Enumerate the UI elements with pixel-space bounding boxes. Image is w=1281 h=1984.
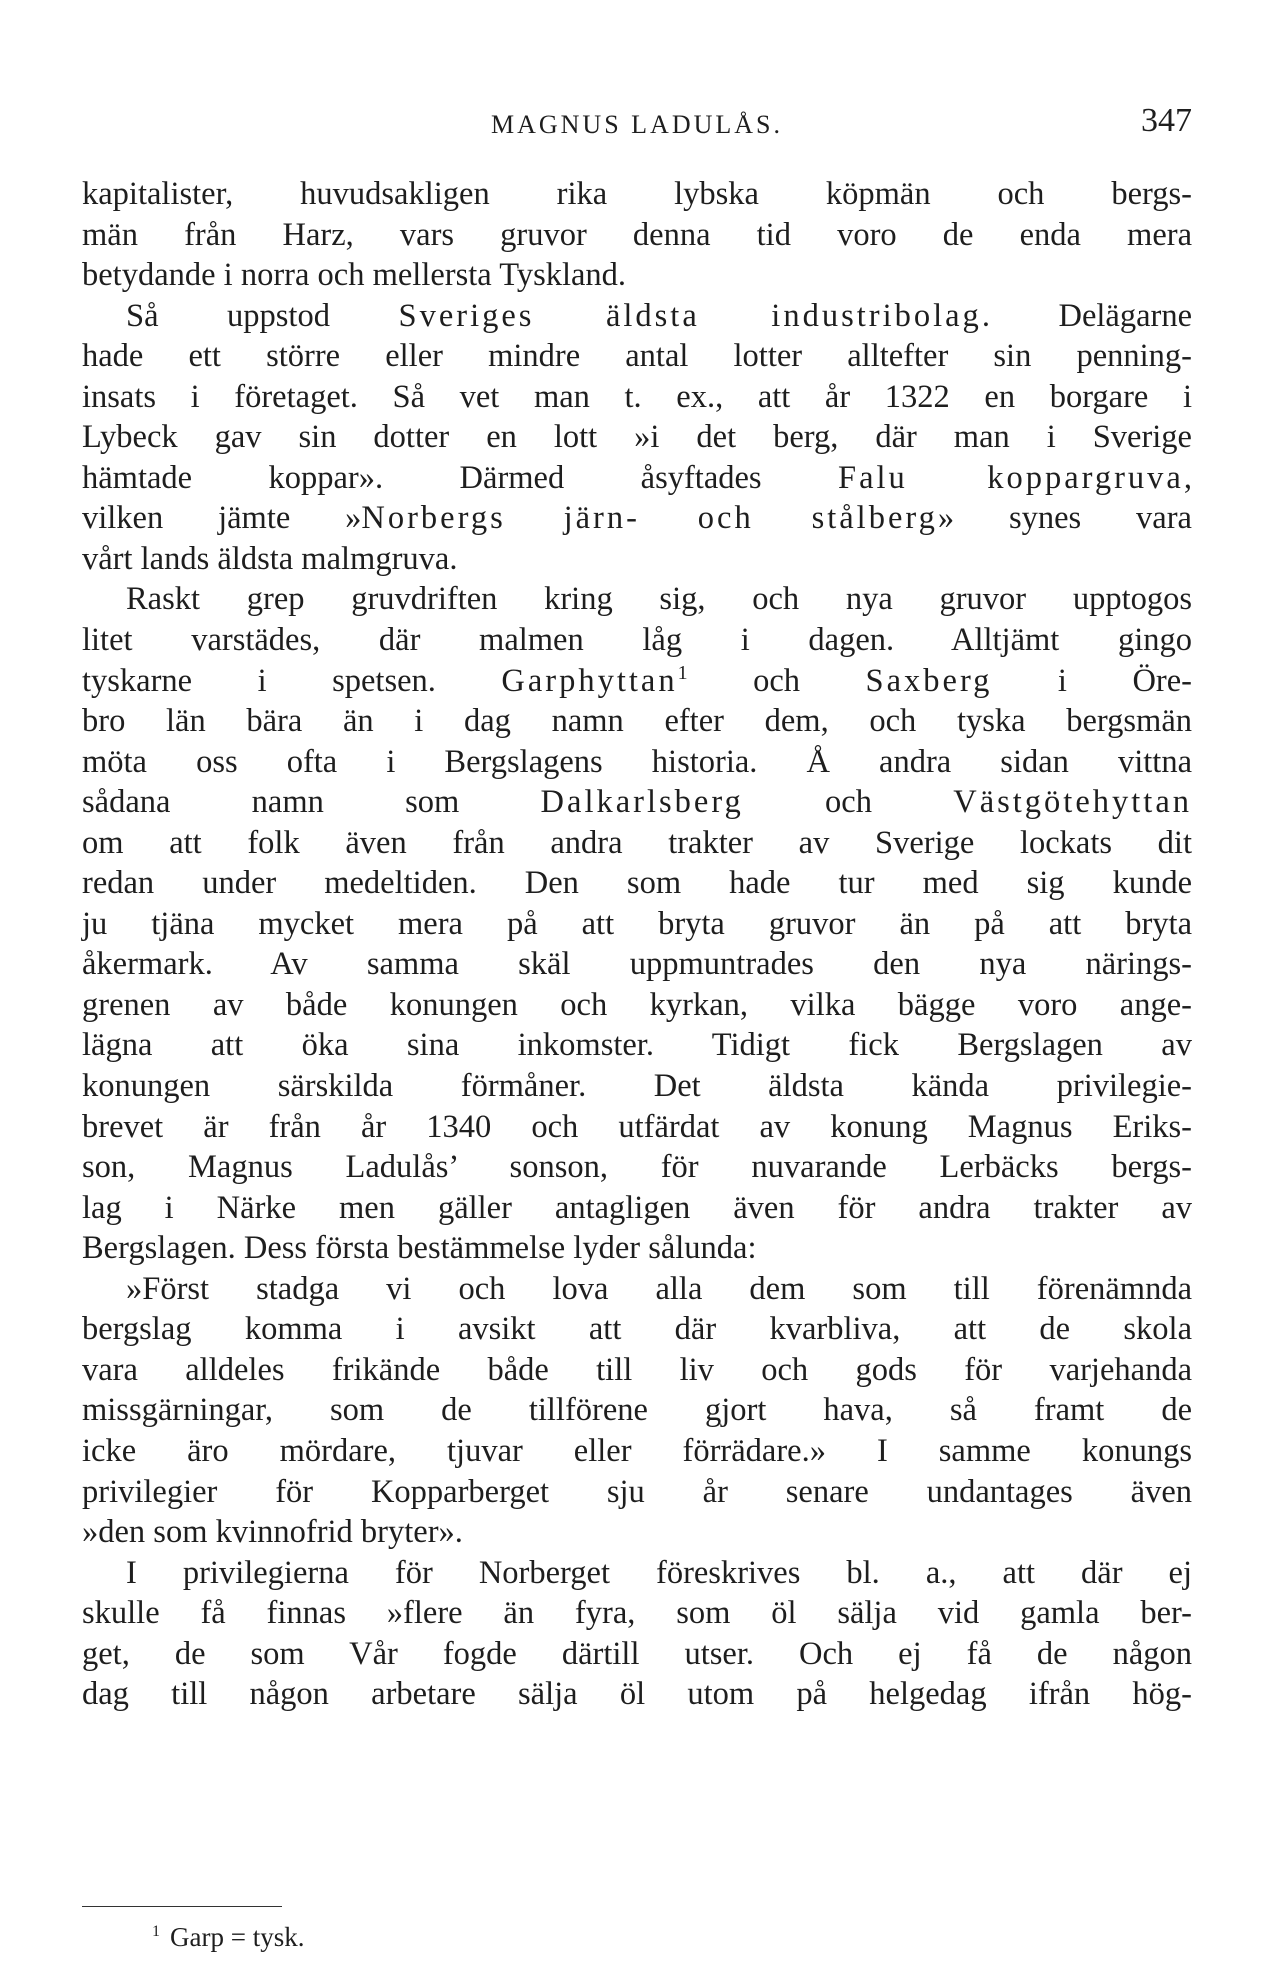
text-line [82, 1634, 1192, 1675]
text-run: hade ett större eller mindre antal lotter alltefter sin penning- [82, 338, 1192, 375]
emphasized-text: Garphyttan [501, 662, 678, 699]
text-line [82, 1309, 1192, 1350]
emphasized-text: Saxberg [865, 662, 993, 699]
text-line [82, 215, 1192, 256]
footnote-divider [82, 1906, 282, 1907]
text-run: . Delägarne [981, 297, 1192, 334]
text-run: Lybeck gav sin dotter en lott »i det berg, där man i Sverige [82, 419, 1192, 456]
text-line [82, 377, 1192, 418]
text-run: vilken jämte » [82, 500, 362, 537]
text-run: tyskarne i spetsen. [82, 662, 502, 699]
emphasized-text: Norbergs järn- och stålberg [361, 500, 938, 537]
text-run: konungen särskilda förmåner. Det äldsta kända privilegie- [82, 1068, 1192, 1105]
text-run: »den som kvinnofrid bryter». [82, 1514, 463, 1551]
text-line [82, 904, 1192, 945]
text-run: vårt lands äldsta malmgruva. [82, 540, 458, 577]
text-run: grenen av både konungen och kyrkan, vilka bägge voro ange- [82, 986, 1192, 1023]
text-line [82, 1674, 1192, 1715]
text-line [82, 1553, 1192, 1594]
text-run: litet varstädes, där malmen låg i dagen. Alltjämt gingo [82, 622, 1192, 659]
text-line [82, 417, 1192, 458]
text-run: bro län bära än i dag namn efter dem, och tyska bergsmän [82, 703, 1192, 740]
text-run: brevet är från år 1340 och utfärdat av konung Magnus Eriks- [82, 1108, 1192, 1145]
text-line [82, 782, 1192, 823]
text-line [82, 579, 1192, 620]
footnote-reference: 1 [677, 661, 688, 684]
text-line [82, 255, 1192, 296]
text-run: och [743, 784, 954, 821]
text-line [82, 823, 1192, 864]
emphasized-text: Västgötehyttan [953, 784, 1192, 821]
text-line [82, 863, 1192, 904]
text-run: Raskt grep gruvdriften kring sig, och nya gruvor upptogos [126, 581, 1192, 618]
text-run: om att folk även från andra trakter av Sverige lockats dit [82, 824, 1192, 861]
text-run: insats i företaget. Så vet man t. ex., att år 1322 en borgare i [82, 378, 1192, 415]
text-line [82, 701, 1192, 742]
text-line [82, 174, 1192, 215]
text-run: hämtade koppar». Därmed åsyftades [82, 459, 838, 496]
text-line [82, 539, 1192, 580]
text-line [82, 1350, 1192, 1391]
text-run: , [1183, 459, 1192, 496]
text-run: lägna att öka sina inkomster. Tidigt fick Bergslagen av [82, 1027, 1192, 1064]
text-line [82, 498, 1192, 539]
text-line [82, 1188, 1192, 1229]
text-run: lag i Närke men gäller antagligen även för andra trakter av [82, 1189, 1192, 1226]
text-run: Bergslagen. Dess första bestämmelse lyder sålunda: [82, 1230, 757, 1267]
text-line [82, 1147, 1192, 1188]
text-run: dag till någon arbetare sälja öl utom på helgedag ifrån hög- [82, 1676, 1192, 1713]
text-run: » synes vara [937, 500, 1192, 537]
page-header [82, 100, 1192, 150]
text-run: möta oss ofta i Bergslagens historia. Å andra sidan vittna [82, 743, 1192, 780]
text-run: vara alldeles frikände både till liv och gods för varjehanda [82, 1351, 1192, 1388]
text-run: i Öre- [992, 662, 1192, 699]
footnote-mark: 1 [152, 1923, 160, 1940]
text-line [82, 1512, 1192, 1553]
text-run: redan under medeltiden. Den som hade tur med sig kunde [82, 865, 1192, 902]
text-run: bergslag komma i avsikt att där kvarbliva, att de skola [82, 1311, 1192, 1348]
emphasized-text: Falu koppargruva [838, 459, 1184, 496]
text-line [82, 1269, 1192, 1310]
text-run: ju tjäna mycket mera på att bryta gruvor än på att bryta [82, 905, 1192, 942]
text-run: get, de som Vår fogde därtill utser. Och ej få de någon [82, 1635, 1192, 1672]
text-line [82, 985, 1192, 1026]
text-line [82, 1390, 1192, 1431]
page-number: 347 [1141, 102, 1192, 139]
text-line [82, 458, 1192, 499]
text-line [82, 742, 1192, 783]
text-run: skulle få finnas »flere än fyra, som öl sälja vid gamla ber- [82, 1595, 1192, 1632]
body-text [82, 174, 1192, 1715]
text-line [82, 1066, 1192, 1107]
footnote-text: Garp = tysk. [170, 1922, 305, 1952]
text-line [82, 620, 1192, 661]
text-line [82, 1107, 1192, 1148]
running-title: MAGNUS LADULÅS. [490, 110, 783, 139]
text-run: I privilegierna för Norberget föreskrives bl. a., att där ej [126, 1554, 1192, 1591]
footnote [82, 1922, 304, 1953]
text-line [82, 336, 1192, 377]
text-run: missgärningar, som de tillförene gjort hava, så framt de [82, 1392, 1192, 1429]
text-run: icke äro mördare, tjuvar eller förrädare.» I samme konungs [82, 1432, 1192, 1469]
text-run: åkermark. Av samma skäl uppmuntrades den nya närings- [82, 946, 1192, 983]
text-line [82, 296, 1192, 337]
text-line [82, 1593, 1192, 1634]
text-run: kapitalister, huvudsakligen rika lybska köpmän och bergs- [82, 176, 1192, 212]
text-line [82, 1431, 1192, 1472]
text-line [82, 1228, 1192, 1269]
text-run: män från Harz, vars gruvor denna tid voro de enda mera [82, 216, 1192, 253]
text-run: och [687, 662, 866, 699]
text-run: betydande i norra och mellersta Tyskland. [82, 257, 627, 294]
text-run: son, Magnus Ladulås’ sonson, för nuvarande Lerbäcks bergs- [82, 1149, 1192, 1186]
text-run: »Först stadga vi och lova alla dem som till förenämnda [126, 1270, 1192, 1307]
emphasized-text: Dalkarlsberg [540, 784, 744, 821]
text-run: Så uppstod [126, 297, 399, 334]
text-run: sådana namn som [82, 784, 541, 821]
text-line [82, 661, 1192, 702]
text-line [82, 1025, 1192, 1066]
text-line [82, 944, 1192, 985]
text-run: privilegier för Kopparberget sju år senare undantages även [82, 1473, 1192, 1510]
emphasized-text: Sveriges äldsta industribolag [398, 297, 982, 334]
text-line [82, 1472, 1192, 1513]
